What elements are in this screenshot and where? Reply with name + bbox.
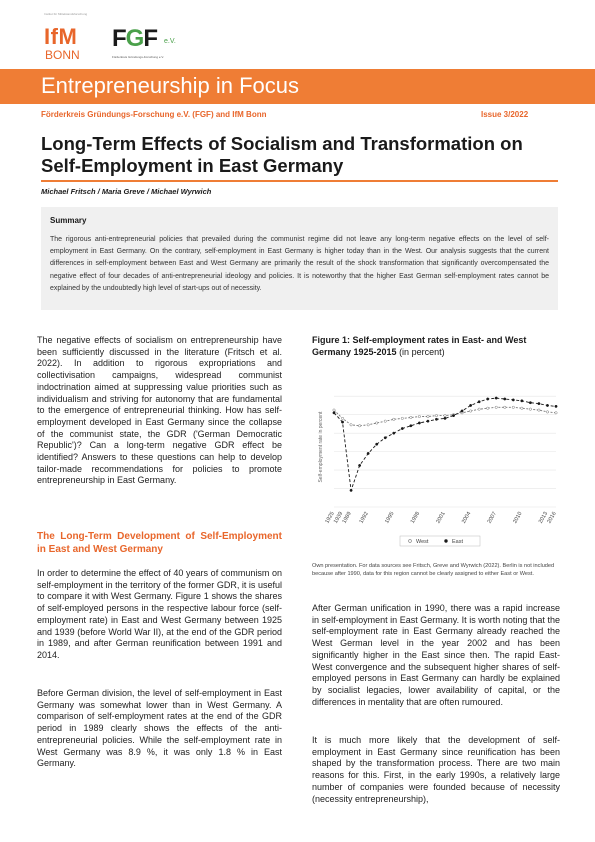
x-tick-label: 2016	[546, 511, 558, 525]
legend-box	[400, 536, 480, 546]
data-point-east	[350, 489, 352, 491]
legend-label-east: East	[452, 539, 464, 545]
x-tick-label: 2001	[435, 511, 447, 525]
ifm-logo-city: BONN	[45, 48, 80, 62]
data-point-east	[486, 398, 488, 400]
series-title: Entrepreneurship in Focus	[41, 73, 300, 98]
data-point-west	[401, 417, 403, 419]
data-point-west	[555, 412, 557, 414]
data-point-east	[427, 420, 429, 422]
issue-number: Issue 3/2022	[481, 110, 529, 119]
section-heading: The Long-Term Development of Self-Employment in East and West Germany	[37, 531, 282, 555]
legend-label-west: West	[416, 539, 429, 545]
authors: Michael Fritsch / Maria Greve / Michael Wyrwich	[41, 187, 212, 196]
data-point-east	[393, 432, 395, 434]
data-point-east	[341, 421, 343, 423]
data-point-west	[367, 424, 369, 426]
data-point-east	[367, 452, 369, 454]
data-point-east	[452, 414, 454, 416]
data-point-east	[546, 404, 548, 406]
data-point-east	[461, 410, 463, 412]
body-paragraph-1: The negative effects of socialism on entrepreneurship have been sufficiently discussed in the literature (Fritsch et al. 2022). In addition to rigorous expropriations and collectivisation campaigns, widespread communist indoctrination aimed at suppressing value priorities such as individualism and striving for autonomy that are fundamental to the emergence of entrepreneurial thinking. How has self-employment developed in East Germany since the collapse of the communist state, the GDR ('German Democratic Republic')? Can a long-term negative GDR effect be identified? Answers to these questions can help to develop tailor-made recommendations for policies to promote entrepreneurship in East Germany.	[37, 335, 282, 486]
data-point-west	[504, 406, 506, 408]
data-point-east	[410, 425, 412, 427]
data-point-west	[486, 407, 488, 409]
x-tick-label: 1992	[358, 511, 370, 525]
data-point-west	[427, 415, 429, 417]
data-point-east	[504, 398, 506, 400]
self-employment-chart	[312, 375, 562, 555]
data-point-east	[375, 443, 377, 445]
summary-heading: Summary	[50, 216, 87, 225]
data-point-east	[418, 422, 420, 424]
article-title: Long-Term Effects of Socialism and Transformation on Self-Employment in East Germany	[41, 133, 523, 176]
data-point-east	[521, 400, 523, 402]
data-point-east	[529, 401, 531, 403]
summary-text: The rigorous anti-entrepreneurial policies that prevailed during the communist regime did not leave any long-term negative effects on the level of self-employment in East Germany. On the contrary, self-employment in East Germany is higher today than in the West. Our analysis suggests that the current differences in self-employment between East and West Germany are primarily the result of the shock transformation that significantly overcompensated the negative effect of four decades of anti-entrepreneurial ideology and policies. It is noteworthy that the higher East German self-employment rates cannot be explained by the undoubtedly high level of start-ups out of necessity.	[50, 236, 549, 292]
ifm-logo-name: IfM	[44, 24, 78, 49]
data-point-east	[555, 405, 557, 407]
data-point-east	[333, 412, 335, 414]
data-point-east	[358, 464, 360, 466]
figure-note: Own presentation. For data sources see Fritsch, Greve and Wyrwich (2022). Berlin is not included because after 1990, data for this region cannot be clearly assigned to either East or West.	[312, 563, 555, 577]
series-line-east	[334, 398, 556, 490]
data-point-west	[538, 409, 540, 411]
data-point-west	[358, 425, 360, 427]
title-divider	[41, 180, 558, 182]
data-point-west	[444, 414, 446, 416]
fgf-logo-subtitle: Förderkreis Gründungs-Forschung e.V.	[112, 55, 164, 59]
figure-title-unit: (in percent)	[396, 346, 445, 357]
data-point-east	[538, 402, 540, 404]
data-point-west	[529, 408, 531, 410]
fgf-logo	[112, 26, 182, 66]
summary-box	[41, 207, 558, 310]
data-point-east	[444, 417, 446, 419]
x-tick-label: 2007	[486, 511, 498, 525]
x-tick-label: 1939	[332, 511, 345, 525]
data-point-west	[478, 408, 480, 410]
data-point-west	[546, 411, 548, 413]
y-axis-label: Self-employment rate in percent	[318, 411, 324, 483]
figure-title	[312, 335, 562, 358]
legend-marker-east	[445, 540, 448, 543]
x-tick-label: 2004	[461, 511, 473, 525]
data-point-west	[469, 410, 471, 412]
data-point-east	[469, 404, 471, 406]
legend-marker-west	[409, 540, 412, 543]
data-point-east	[478, 401, 480, 403]
data-point-west	[375, 422, 377, 424]
data-point-west	[384, 420, 386, 422]
body-paragraph-4: After German unification in 1990, there was a rapid increase in self-employment in East Germany. It is worth noting that the self-employment rate in East Germany already reached the West German level in the year 2002 and has been significantly higher in the East since then. The rapid East-West convergence and the subsequent higher shares of self-employed persons in East Germany can hardly be explained by socialist legacies, lower availability of capital, or the differences in mentality that are often rumoured.	[312, 603, 560, 707]
x-tick-label: 1925	[324, 511, 336, 525]
data-point-east	[512, 399, 514, 401]
data-point-west	[393, 418, 395, 420]
data-point-west	[341, 417, 343, 419]
x-tick-label: 2010	[512, 511, 524, 525]
body-paragraph-2: In order to determine the effect of 40 years of communism on self-employment in the territory of the former GDR, it is useful to compare it with West Germany. Figure 1 shows the shares of self-employed persons in the respective labour force (self-employment rate) in East and West Germany between 1925 and 1939 (before World War II), at the end of the GDR period in 1989, and after German reunification between 1991 and 2014.	[37, 568, 282, 660]
figure-title-bold: Figure 1: Self-employment rates in East- and West Germany 1925-2015	[312, 335, 527, 357]
data-point-east	[384, 437, 386, 439]
x-tick-label: 2013	[537, 511, 550, 525]
x-tick-label: 1989	[341, 511, 353, 525]
ifm-logo-small-text: Institut für Mittelstandsforschung	[44, 12, 88, 16]
ifm-bonn-logo	[44, 12, 96, 64]
data-point-west	[512, 406, 514, 408]
fgf-logo-name: FGF	[112, 25, 158, 52]
chart-svg	[312, 375, 562, 555]
fgf-logo-ev: e.V.	[164, 38, 176, 45]
data-point-east	[435, 418, 437, 420]
data-point-east	[401, 427, 403, 429]
x-tick-label: 1998	[409, 511, 422, 525]
data-point-west	[495, 406, 497, 408]
data-point-west	[410, 416, 412, 418]
data-point-west	[521, 407, 523, 409]
body-paragraph-3: Before German division, the level of self-employment in East Germany was somewhat lower than in West Germany. A comparison of self-employment rates at the end of the GDR period in 1989 clearly shows the effects of the anti-entrepreneurial policies. While the self-employment rate in West Germany was 8.9 %, it was only 1.8 % in East Germany.	[37, 688, 282, 769]
publisher-line: Förderkreis Gründungs-Forschung e.V. (FGF) and IfM Bonn	[41, 110, 267, 119]
data-point-east	[495, 397, 497, 399]
body-paragraph-5: It is much more likely that the development of self-employment in East Germany since reunification has been shaped by the transformation process. There are two main reasons for this. First, in the early 1990s, a relatively large number of companies were founded because of necessity (necessity entrepreneurship),	[312, 735, 560, 804]
data-point-west	[435, 414, 437, 416]
x-tick-label: 1995	[384, 511, 396, 525]
title-banner	[0, 69, 595, 104]
data-point-west	[418, 415, 420, 417]
data-point-west	[350, 424, 352, 426]
data-point-west	[333, 409, 335, 411]
